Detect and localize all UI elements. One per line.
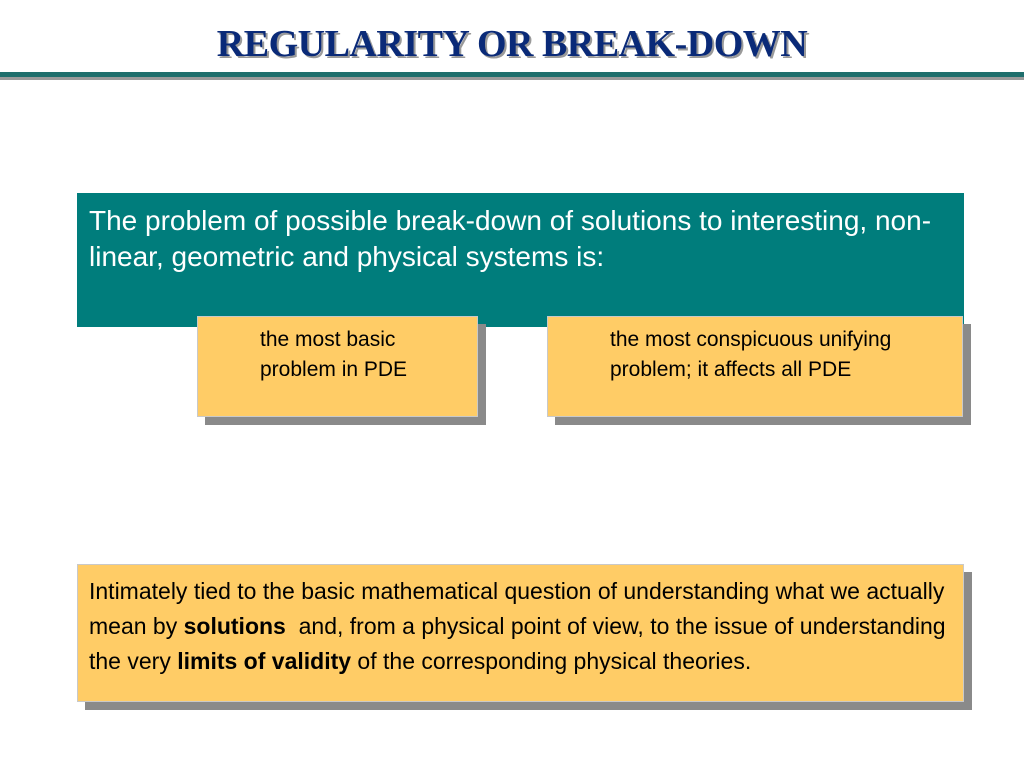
slide-title: REGULARITY OR BREAK-DOWN <box>216 23 808 65</box>
unifying-problem-note <box>547 316 963 417</box>
problem-statement-box <box>77 193 964 327</box>
problem-statement-text: The problem of possible break-down of solutions to interesting, non-linear, geometric and physical systems is: <box>89 205 932 272</box>
solutions-validity-box <box>77 564 964 702</box>
title-area <box>0 22 1024 66</box>
bottom-text-part3: of the corresponding physical theories. <box>351 648 752 674</box>
bottom-text-part1: Intimately tied to the basic mathematical question of understanding what we actually mean by <box>89 578 945 639</box>
title-underline <box>0 72 1024 77</box>
basic-problem-text: the most basic problem in PDE <box>260 328 408 381</box>
bottom-text-solutions: solutions <box>183 613 286 639</box>
bottom-text-part2: and, from a physical point of view, to the issue of understanding the very <box>89 613 952 674</box>
basic-problem-note <box>197 316 478 417</box>
bottom-text-limits-of-validity: limits of validity <box>177 648 352 674</box>
unifying-problem-text: the most conspicuous unifying problem; it affects all PDE <box>610 328 892 381</box>
